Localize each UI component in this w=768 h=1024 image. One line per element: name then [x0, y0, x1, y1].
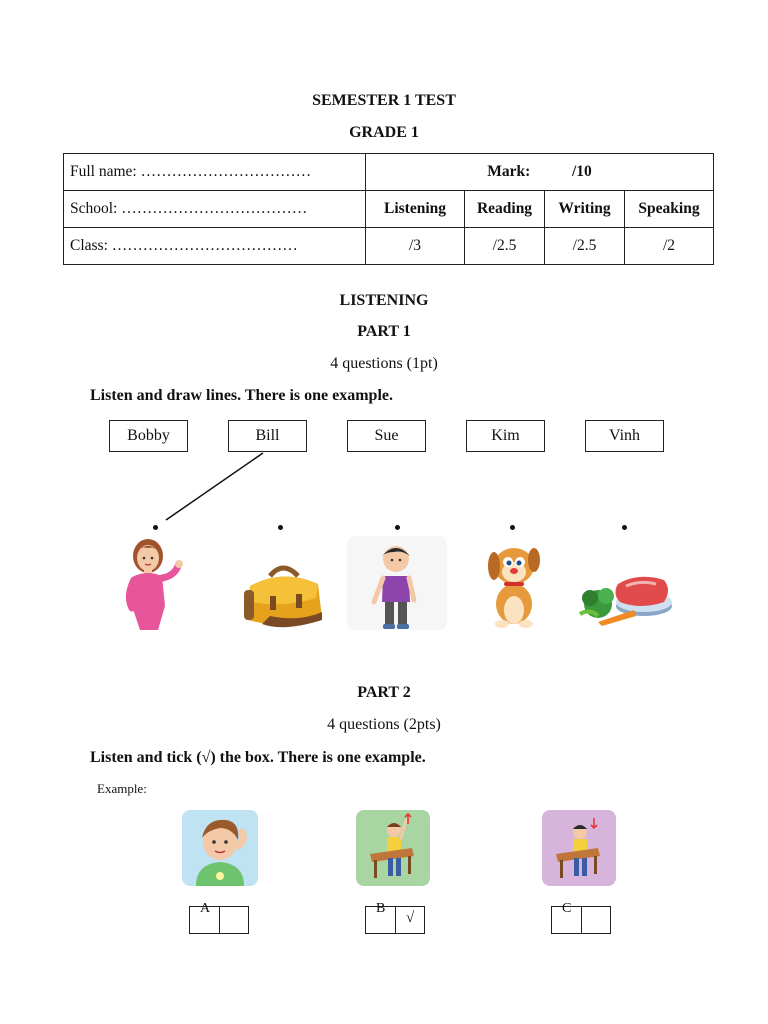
skill-writing: Writing — [545, 191, 625, 228]
grade-title: GRADE 1 — [349, 124, 419, 141]
school-field[interactable]: School: ……………………………… — [64, 191, 366, 228]
part1-questions: 4 questions (1pt) — [330, 355, 438, 372]
name-box-sue[interactable]: Sue — [347, 420, 426, 452]
name-box-bill[interactable]: Bill — [228, 420, 307, 452]
part2-questions: 4 questions (2pts) — [327, 716, 441, 733]
tick-box-divider — [395, 907, 396, 933]
name-box-bobby[interactable]: Bobby — [109, 420, 188, 452]
test-title: SEMESTER 1 TEST — [312, 92, 456, 109]
boy-desk-hand-up-picture — [356, 810, 430, 886]
skill-reading: Reading — [465, 191, 545, 228]
mark-total: /10 — [571, 163, 592, 180]
tick-box-divider — [581, 907, 582, 933]
full-name-field[interactable]: Full name: …………………………… — [64, 154, 366, 191]
option-letter-a: A — [200, 901, 211, 916]
tick-box-b[interactable] — [365, 901, 425, 934]
school-bag-picture — [240, 562, 326, 628]
dot-4[interactable] — [510, 525, 515, 530]
tick-box-a[interactable] — [189, 901, 249, 934]
part1-instruction: Listen and draw lines. There is one example. — [90, 387, 393, 404]
score-listening: /3 — [366, 228, 465, 265]
mark-label: Mark: — [487, 163, 531, 180]
example-label: Example: — [97, 781, 147, 796]
score-speaking: /2 — [625, 228, 714, 265]
boy-picture — [370, 544, 420, 630]
name-box-kim[interactable]: Kim — [466, 420, 545, 452]
tick-mark-b: √ — [406, 910, 415, 926]
woman-picture — [118, 536, 188, 632]
name-box-vinh[interactable]: Vinh — [585, 420, 664, 452]
part2-title: PART 2 — [357, 684, 411, 701]
listening-heading: LISTENING — [339, 292, 429, 309]
dot-3[interactable] — [395, 525, 400, 530]
skill-speaking: Speaking — [625, 191, 714, 228]
tick-box-divider — [219, 907, 220, 933]
option-letter-b: B — [376, 901, 386, 916]
tick-box-c[interactable] — [551, 901, 611, 934]
boy-desk-sit-down-picture — [542, 810, 616, 886]
dot-2[interactable] — [278, 525, 283, 530]
food-picture — [578, 572, 674, 630]
part1-title: PART 1 — [357, 323, 411, 340]
dog-picture — [484, 540, 544, 630]
dot-5[interactable] — [622, 525, 627, 530]
part2-instruction: Listen and tick (√) the box. There is one example. — [90, 749, 426, 766]
dot-1[interactable] — [153, 525, 158, 530]
skill-listening: Listening — [366, 191, 465, 228]
boy-listening-picture — [182, 810, 258, 886]
score-writing: /2.5 — [545, 228, 625, 265]
score-reading: /2.5 — [465, 228, 545, 265]
option-letter-c: C — [562, 901, 572, 916]
class-field[interactable]: Class: ……………………………… — [64, 228, 366, 265]
